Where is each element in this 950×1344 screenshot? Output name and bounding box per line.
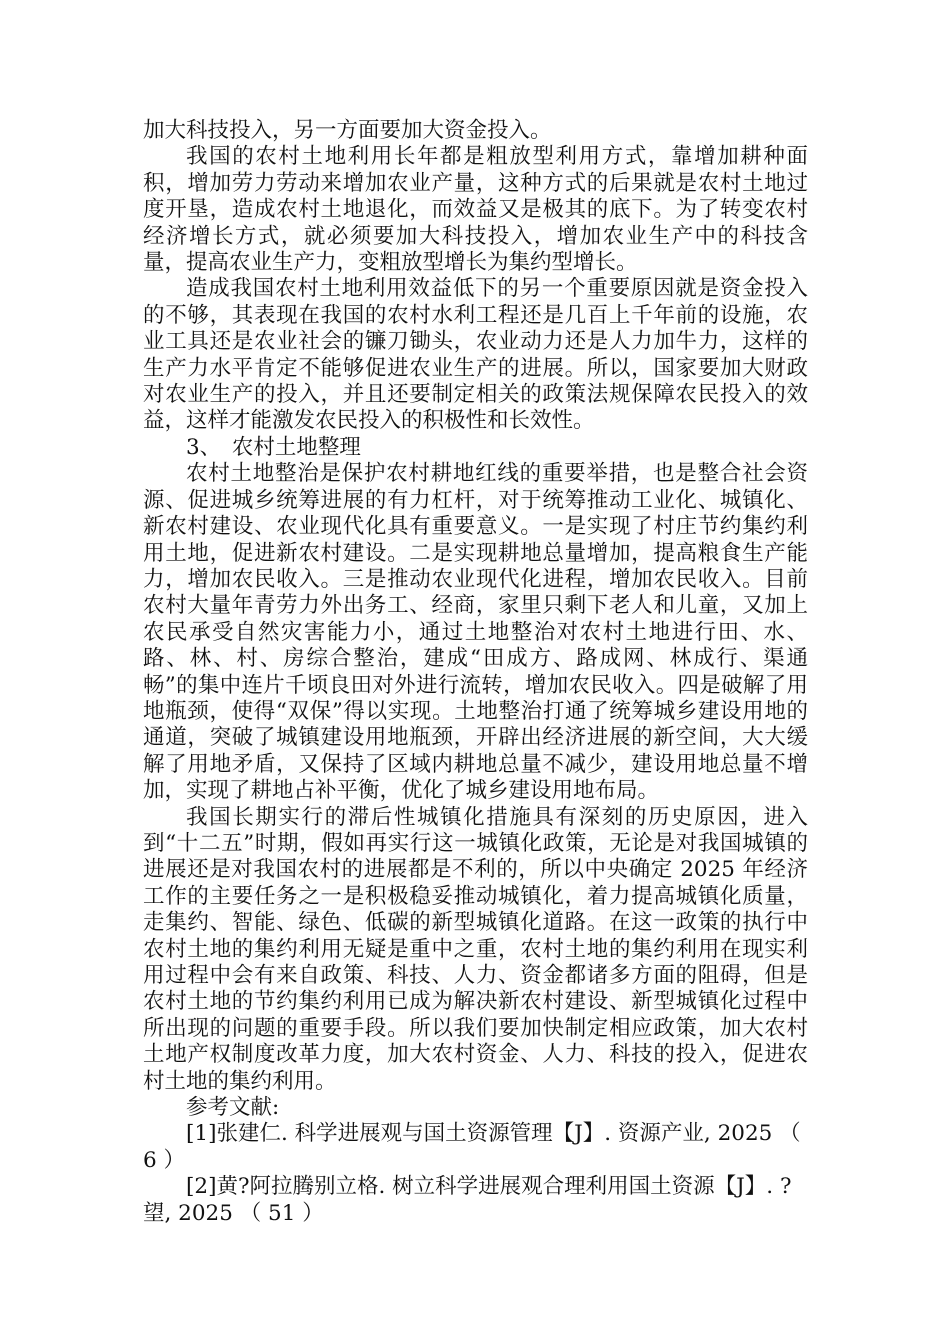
paragraph-technology-investment: 我国的农村土地利用长年都是粗放型利用方式，靠增加耕种面积，增加劳力劳动来增加农业产量，这种方式的后果就是农村土地过度开垦，造成农村土地退化，而效益又是极其的底下。为了转变农村经济增长方式，就必须要加大科技投入，增加农业生产中的科技含量，提高农业生产力，变粗放型增长为集约型增长。 [143, 144, 808, 276]
reference-item-1: [1]张建仁. 科学进展观与国土资源管理【J】. 资源产业, 2025 （ 6 ） [143, 1121, 801, 1173]
paragraph-capital-investment: 造成我国农村土地利用效益低下的另一个重要原因就是资金投入的不够，其表现在我国的农村水利工程还是几百上千年前的设施，农业工具还是农业社会的镰刀锄头，农业动力还是人力加牛力，这样的生产力水平肯定不能够促进农业生产的进展。所以，国家要加大财政对农业生产的投入，并且还要制定相关的政策法规保障农民投入的效益，这样才能激发农民投入的积极性和长效性。 [143, 276, 808, 434]
paragraph-continuation: 加大科技投入，另一方面要加大资金投入。 [143, 118, 552, 143]
paragraph-urbanization-policy: 我国长期实行的滞后性城镇化措施具有深刻的历史原因，进入到“十二五”时期，假如再实行这一城镇化政策，无论是对我国城镇的进展还是对我国农村的进展都是不利的，所以中央确定 2025 年经济工作的主要任务之一是积极稳妥推动城镇化，着力提高城镇化质量，走集约、智能、绿色、低碳的新型城镇化道路。在这一政策的执行中农村土地的集约利用无疑是重中之重，农村土地的集约利用在现实利用过程中会有来自政策、科技、人力、资金都诸多方面的阻碍，但是农村土地的节约集约利用已成为解决新农村建设、新型城镇化过程中所出现的问题的重要手段。所以我们要加快制定相应政策，加大农村土地产权制度改革力度，加大农村资金、人力、科技的投入，促进农村土地的集约利用。 [143, 804, 808, 1094]
document-page [143, 118, 808, 1227]
section-heading: 3、 农村土地整理 [186, 434, 361, 460]
references-heading: 参考文献: [186, 1095, 280, 1121]
reference-item-2: [2]黄?阿拉腾别立格. 树立科学进展观合理利用国土资源【J】. ?望, 2025 （ 51 ） [143, 1174, 792, 1226]
paragraph-land-consolidation: 农村土地整治是保护农村耕地红线的重要举措，也是整合社会资源、促进城乡统筹进展的有力杠杆，对于统筹推动工业化、城镇化、新农村建设、农业现代化具有重要意义。一是实现了村庄节约集约利用土地，促进新农村建设。二是实现耕地总量增加，提高粮食生产能力，增加农民收入。三是推动农业现代化进程，增加农民收入。目前农村大量年青劳力外出务工、经商，家里只剩下老人和儿童，又加上农民承受自然灾害能力小，通过土地整治对农村土地进行田、水、路、林、村、房综合整治，建成“田成方、路成网、林成行、渠通畅”的集中连片千顷良田对外进行流转，增加农民收入。四是破解了用地瓶颈，使得“双保”得以实现。土地整治打通了统筹城乡建设用地的通道，突破了城镇建设用地瓶颈，开辟出经济进展的新空间，大大缓解了用地矛盾，又保持了区域内耕地总量不减少，建设用地总量不增加，实现了耕地占补平衡，优化了城乡建设用地布局。 [143, 461, 808, 804]
